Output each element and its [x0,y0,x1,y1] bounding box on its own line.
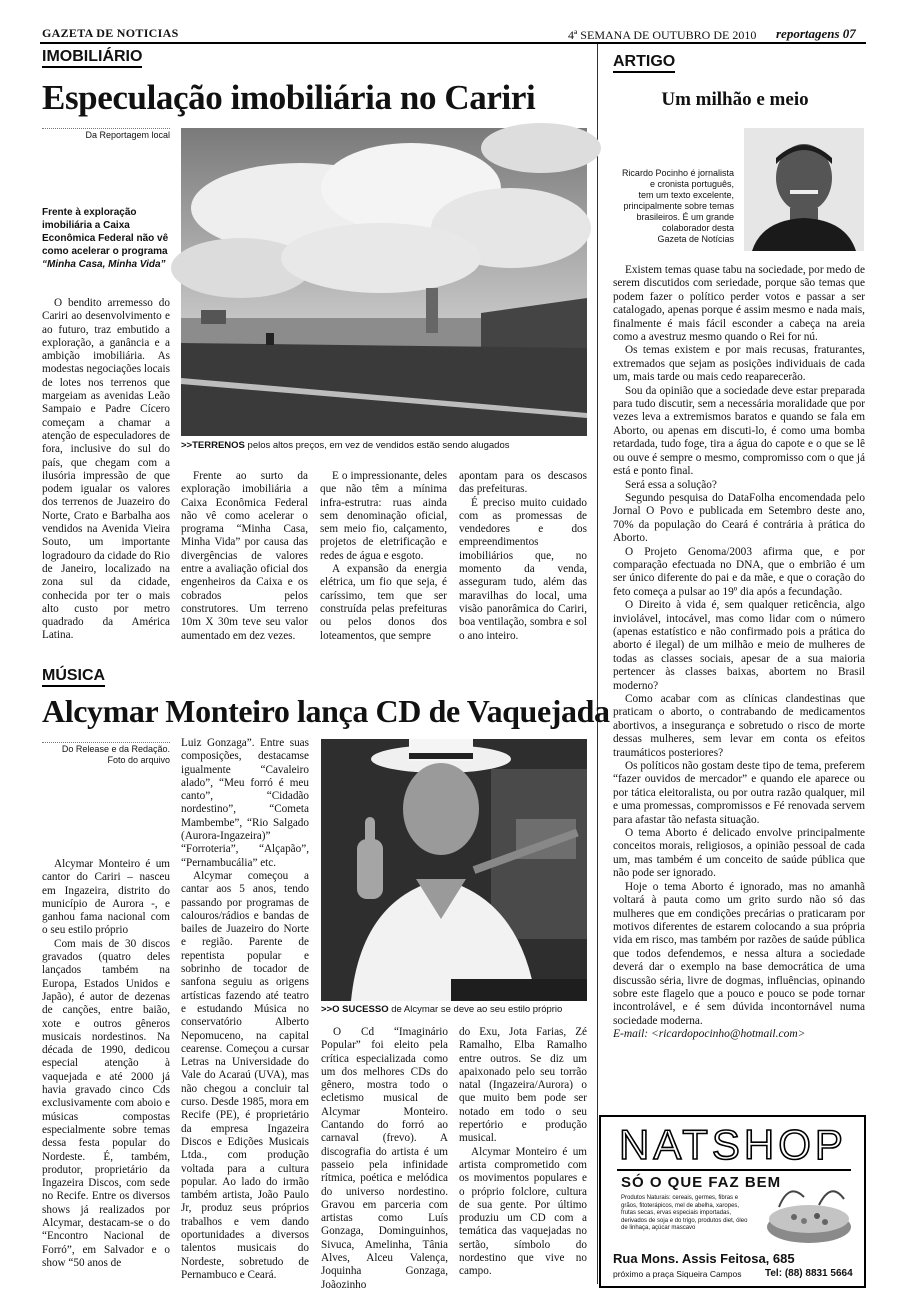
paragraph: Os temas existem e por mais recusas, fraturantes, extremados que sejam as posições individuais de cada um, mais tarde ou mais cedo reaparecerão. [613,344,865,384]
photo-alcymar [321,739,587,1001]
ad-grain-image [759,1177,859,1249]
photo-road-landscape [181,128,587,436]
paragraph: O Direito à vida é, sem qualquer reticência, algo inviolável, intocável, mas como lidar com o número (apenas estatístico e não confirmado pois a prática do aborto é ilegal) de um milhão e meio de mulheres de todas as classes sociais, apesar de a sua maioria pertencer às classes baixas, abortem no Brasil moderno? [613,599,865,692]
caption-terrenos [181,440,587,452]
article-body [613,264,865,1090]
headline-imobiliario: Especulação imobiliária no Cariri [42,78,536,117]
caption-text: pelos altos preços, em vez de vendidos estão sendo alugados [244,440,510,451]
ad-rule [617,1169,851,1171]
paragraph: A expansão da energia elétrica, um fio que seja, é caríssimo, tem que ser construída pelas prefeituras ou pelos donos dos loteamentos, que sempre [320,563,447,642]
author-portrait [744,128,864,251]
ad-address: Rua Mons. Assis Feitosa, 685 [613,1251,795,1266]
caption-tag: >>O SUCESSO [321,1004,389,1015]
paragraph: Luiz Gonzaga”. Entre suas composições, destacamse igualmente “Cavaleiro alado”, “Meu forró é meu canto”, “Cidadão nordestino”, “Cometa Mambembe”, “Rio Salgado (Aurora-Ingazeira)” “Forroteria”, “Alçapão”, “Pernambucália” etc. [181,737,309,869]
paragraph: Alcymar Monteiro é um cantor do Cariri – nasceu em Ingazeira, distrito do município de Aurora -, e ganhou fama nacional com o seu estilo próprio [42,858,170,937]
paragraph: O tema Aborto é delicado envolve principalmente conceitos morais, religiosos, a opinião pessoal de cada um, mas também é um conceito de saúde pública que não pode ser ignorado. [613,827,865,880]
paragraph: Sou da opinião que a sociedade deve estar preparada para tudo discutir, sem a necessária moralidade que por vezes leva a extremismos baratos e quando se fala em Aborto, ou apenas em discuti-lo, é como uma bomba retardada, tudo foge, tira a água do capote e o que se lê ou ouve é sempre o mesmo, compromisso com o que já está e ponto final. [613,384,865,478]
ad-landmark: próximo a praça Siqueira Campos [613,1269,742,1279]
bio-line: e cronista português, [649,179,734,189]
paragraph: Alcymar começou a cantar aos 5 anos, tendo passando por programas de calouros/rádios e bandas de bailes de Juazeiro do Norte e região. Parente de repentista popular e sobrinho de tocador de sanfona seguiu as origens artísticas fazendo até teatro e estudando Música no conservatório Alberto Nepomuceno, na capital cearense. Começou a cursar Letras na Universidade do Vale do Acaraú (UVA), mas não chegou a concluir tal curso. Desde 1985, mora em Recife (PE), é proprietário da empresa Ingazeira Discos e Edições Musicais Ltda., com produção voltada para a cultura popular. Ao lado do irmão também artista, João Paulo Jr, produz seus próprios trabalhos e vem dando oportunidades a diversos talentos musicais do Nordeste, sobretudo de Pernambuco e Ceará. [181,869,310,1281]
credit-rule [42,742,170,743]
paragraph: O bendito arremesso do Cariri ao desenvolvimento e ao futuro, traz embutido a exploração, a ganância e a ambição imobiliária. As modestas negociações locais de lotes nos terrenos que margeiam as avenidas Leão Sampaio e Padre Cícero começam a chamar a atenção de especuladores de fora, inclusive do sul do país, que chegam com a ilusória impressão de que podem igualar os valores dos terrenos de Juazeiro do Norte, Crato e Barbalha aos vendidos na Avenida Vieira Souto, um importante logradouro da cidade do Rio de Janeiro, localizado na zona sul da cidade, conhecida por ter o mais alto custo por metro quadrado da América Latina. [42,297,170,642]
lead-program: “Minha Casa, Minha Vida” [42,259,166,270]
paragraph: Os políticos não gostam deste tipo de tema, preferem “fazer ouvidos de mercador” e quando ele aparece ou por tática eleitoralista, ou por outra razão qualquer, mil e uma promessas, compromissos e Fé renovada servem para afastar tão nefasta situação. [613,760,865,826]
ad-products: Produtos Naturais: cereais, germes, fibras e grãos, fitoterápicos, mel de abelha, xaropes, frutas secas, ervas especiais importadas, derivados de soja e do trigo, produtos diet, óleo de linhaça, açúcar mascavo [621,1195,748,1231]
ad-brand: NATSHOP [619,1121,847,1168]
caption-alcymar [321,1004,587,1016]
credit-imobiliario: Da Reportagem local [85,130,170,140]
paragraph: Como acabar com as clínicas clandestinas que praticam o aborto, o contrabando de medicamentos abortivos, a insegurança e sobretudo o risco de morte dessas mulheres, sem levar em conta os efeitos traumáticos posteriores? [613,693,865,759]
author-email: E-mail: <ricardopocinho@hotmail.com> [613,1028,806,1041]
paragraph: do Exu, Jota Farias, Zé Ramalho, Elba Ramalho entre outros. Se diz um apaixonado pelo seu torrão natal (Ingazeira/Aurora) o que muito bem pode ser notado em todo o seu repertório e produção musical. [459,1026,587,1145]
paragraph: Segundo pesquisa do DataFolha encomendada pelo Jornal O Povo e publicada em Setembro deste ano, 70% da população do Ceará é contrária à prática do Aborto. [613,491,865,545]
paragraph: É preciso muito cuidado com as promessas de vendedores e dos empreendimentos imobiliários que, no momento da venda, asseguram tudo, além das maravilhas do local, uma visão panorâmica do Cariri, boa ventilação, sombra e sol o ano inteiro. [459,496,587,642]
paragraph: Será essa a solução? [625,478,717,491]
bio-line: Gazeta de Notícias [657,234,734,244]
paragraph: E o impressionante, deles que não têm a mínima infra-estrutra: ruas ainda sem denominação oficial, sem meio fio, calçamento, projetos de eletrificação e redes de água e esgoto. [320,470,447,562]
paragraph: Hoje o tema Aborto é ignorado, mas no amanhã voltará à pauta como um grito surdo não só das mulheres que em condições precárias o praticaram por motivos diferentes de estarem colocando a sua própria vida em risco, mas também por razões de saúde pública que todos defendemos, e nessa altura a sociedade deverá dar o exemplo na base democrática de uma discussão séria, livre de dogmas, influências, opinando sobre este flagelo que a pouco e pouco se pode tornar incontrolável, e é sem dúvida incontornável numa sociedade moderna. [613,880,865,1027]
imob-column-2 [181,470,308,655]
photo-terrenos [181,128,587,436]
page-label: reportagens 07 [776,26,856,41]
paragraph: Existem temas quase tabu na sociedade, por medo de serem discutidos com seriedade, porque são temas que podem fazer o político perder votos e passar a ser catalogado, apenas porque é assim mesmo e nada mais, finalmente é mais fácil esconder a cabeça na areia como a avestruz mesmo quando o Rei for nú. [613,264,865,344]
natshop-ad [599,1115,866,1288]
caption-text: de Alcymar se deve ao seu estilo próprio [388,1004,563,1015]
article-title: Um milhão e meio [661,89,809,110]
author-bio [606,168,734,245]
bio-line: brasileiros. É um grande [636,212,734,222]
lead-imobiliario [42,206,170,271]
paragraph: Com mais de 30 discos gravados (quatro deles lançados também na Europa, Estados Unidos e Japão), é autor de dezenas de canções, entre baião, xote e outros gêneros musicais nordestinos. Na década de 1990, dedicou especial atenção à vaquejada e até 2000 já havia gravado cinco Cds exclusivamente com aboio e músicas compostas especialmente sobre temas dessa festa popular do Nordeste. É, também, produtor, proprietário da Ingazeira Discos, com sede no Recife. Entre os diversos shows já realizados por Alcymar, destacam-se o do “Encontro Nacional de Forró”, em Salvador e o show “50 anos de [42,937,170,1269]
credit-musica [42,744,170,766]
section-musica: MÚSICA [42,667,105,687]
bio-line: Ricardo Pocinho é jornalista [621,168,734,178]
imob-column-4 [459,470,587,655]
credit-line: Do Release e da Redação. [61,744,170,754]
musica-column-3 [321,1026,448,1291]
issue-date: 4ª SEMANA DE OUTUBRO DE 2010 [568,28,757,42]
caption-tag: >>TERRENOS [181,440,245,451]
lead-text: Frente à exploração imobiliária a Caixa Econômica Federal não vê como acelerar o programa [42,207,169,257]
grain-bowl-icon [759,1177,859,1249]
musica-column-4 [459,1026,587,1278]
imob-column-1 [42,297,170,653]
credit-rule [42,128,170,129]
paragraph: O Projeto Genoma/2003 afirma que, e por comparação efectuada no DNA, que o embrião é um ser único diferente do pai e da mãe, e que o coração do feto começa a pulsar ao 19º dia após a fecundação. [613,545,865,598]
paragraph: O Cd “Imaginário Popular” foi eleito pela crítica especializada como um dos melhores CDs do gênero, mostra todo o ecletismo musical de Alcymar Monteiro. Cantando do forró ao carnaval (frevo). A discografia do artista é um passeio pela infinidade rítmica, poética e melódica do universo nordestino. Gravou em parceria com artistas como Luís Gonzaga, Dominguinhos, Sivuca, Amelinha, Tânia Alves, Alceu Valença, Joquinha Gonzaga, Joãozinho [321,1026,448,1291]
newspaper-name: GAZETA DE NOTICIAS [42,26,179,40]
headline-musica: Alcymar Monteiro lança CD de Vaquejada [42,693,610,729]
credit-line: Foto do arquivo [107,755,170,765]
musica-column-2 [181,737,310,1281]
bio-line: colaborador desta [661,223,734,233]
bio-line: tem um texto excelente, [638,190,734,200]
column-divider [597,44,598,1284]
musica-column-1 [42,858,170,1278]
header-rule [40,42,866,44]
section-artigo: ARTIGO [613,53,675,73]
section-imobiliario: IMOBILIÁRIO [42,48,142,68]
author-photo [744,128,864,251]
ad-phone: Tel: (88) 8831 5664 [765,1268,853,1279]
bio-line: principalmente sobre temas [623,201,734,211]
imob-column-3 [320,470,447,655]
paragraph: Alcymar Monteiro é um artista comprometido com os movimentos populares e o próprio folclore, cultura de sua gente. Por último produziu um CD com a temática das vaquejadas no sertão, símbolo do nordestino que vive no campo. [459,1145,587,1278]
photo-singer-portrait [321,739,587,1001]
paragraph: apontam para os descasos das prefeituras. [459,470,587,496]
ad-slogan: SÓ O QUE FAZ BEM [621,1174,782,1191]
paragraph: Frente ao surto da exploração imobiliária a Caixa Econômica Federal não vê como acelerar o programa “Minha Casa, Minha Vida” por causa das divergências de valores entre a avaliação oficial dos engenheiros da Caixa e os cobrados pelos construtores. Um terreno 10m X 30m teve seu valor aumentado em dez vezes. [181,470,308,642]
